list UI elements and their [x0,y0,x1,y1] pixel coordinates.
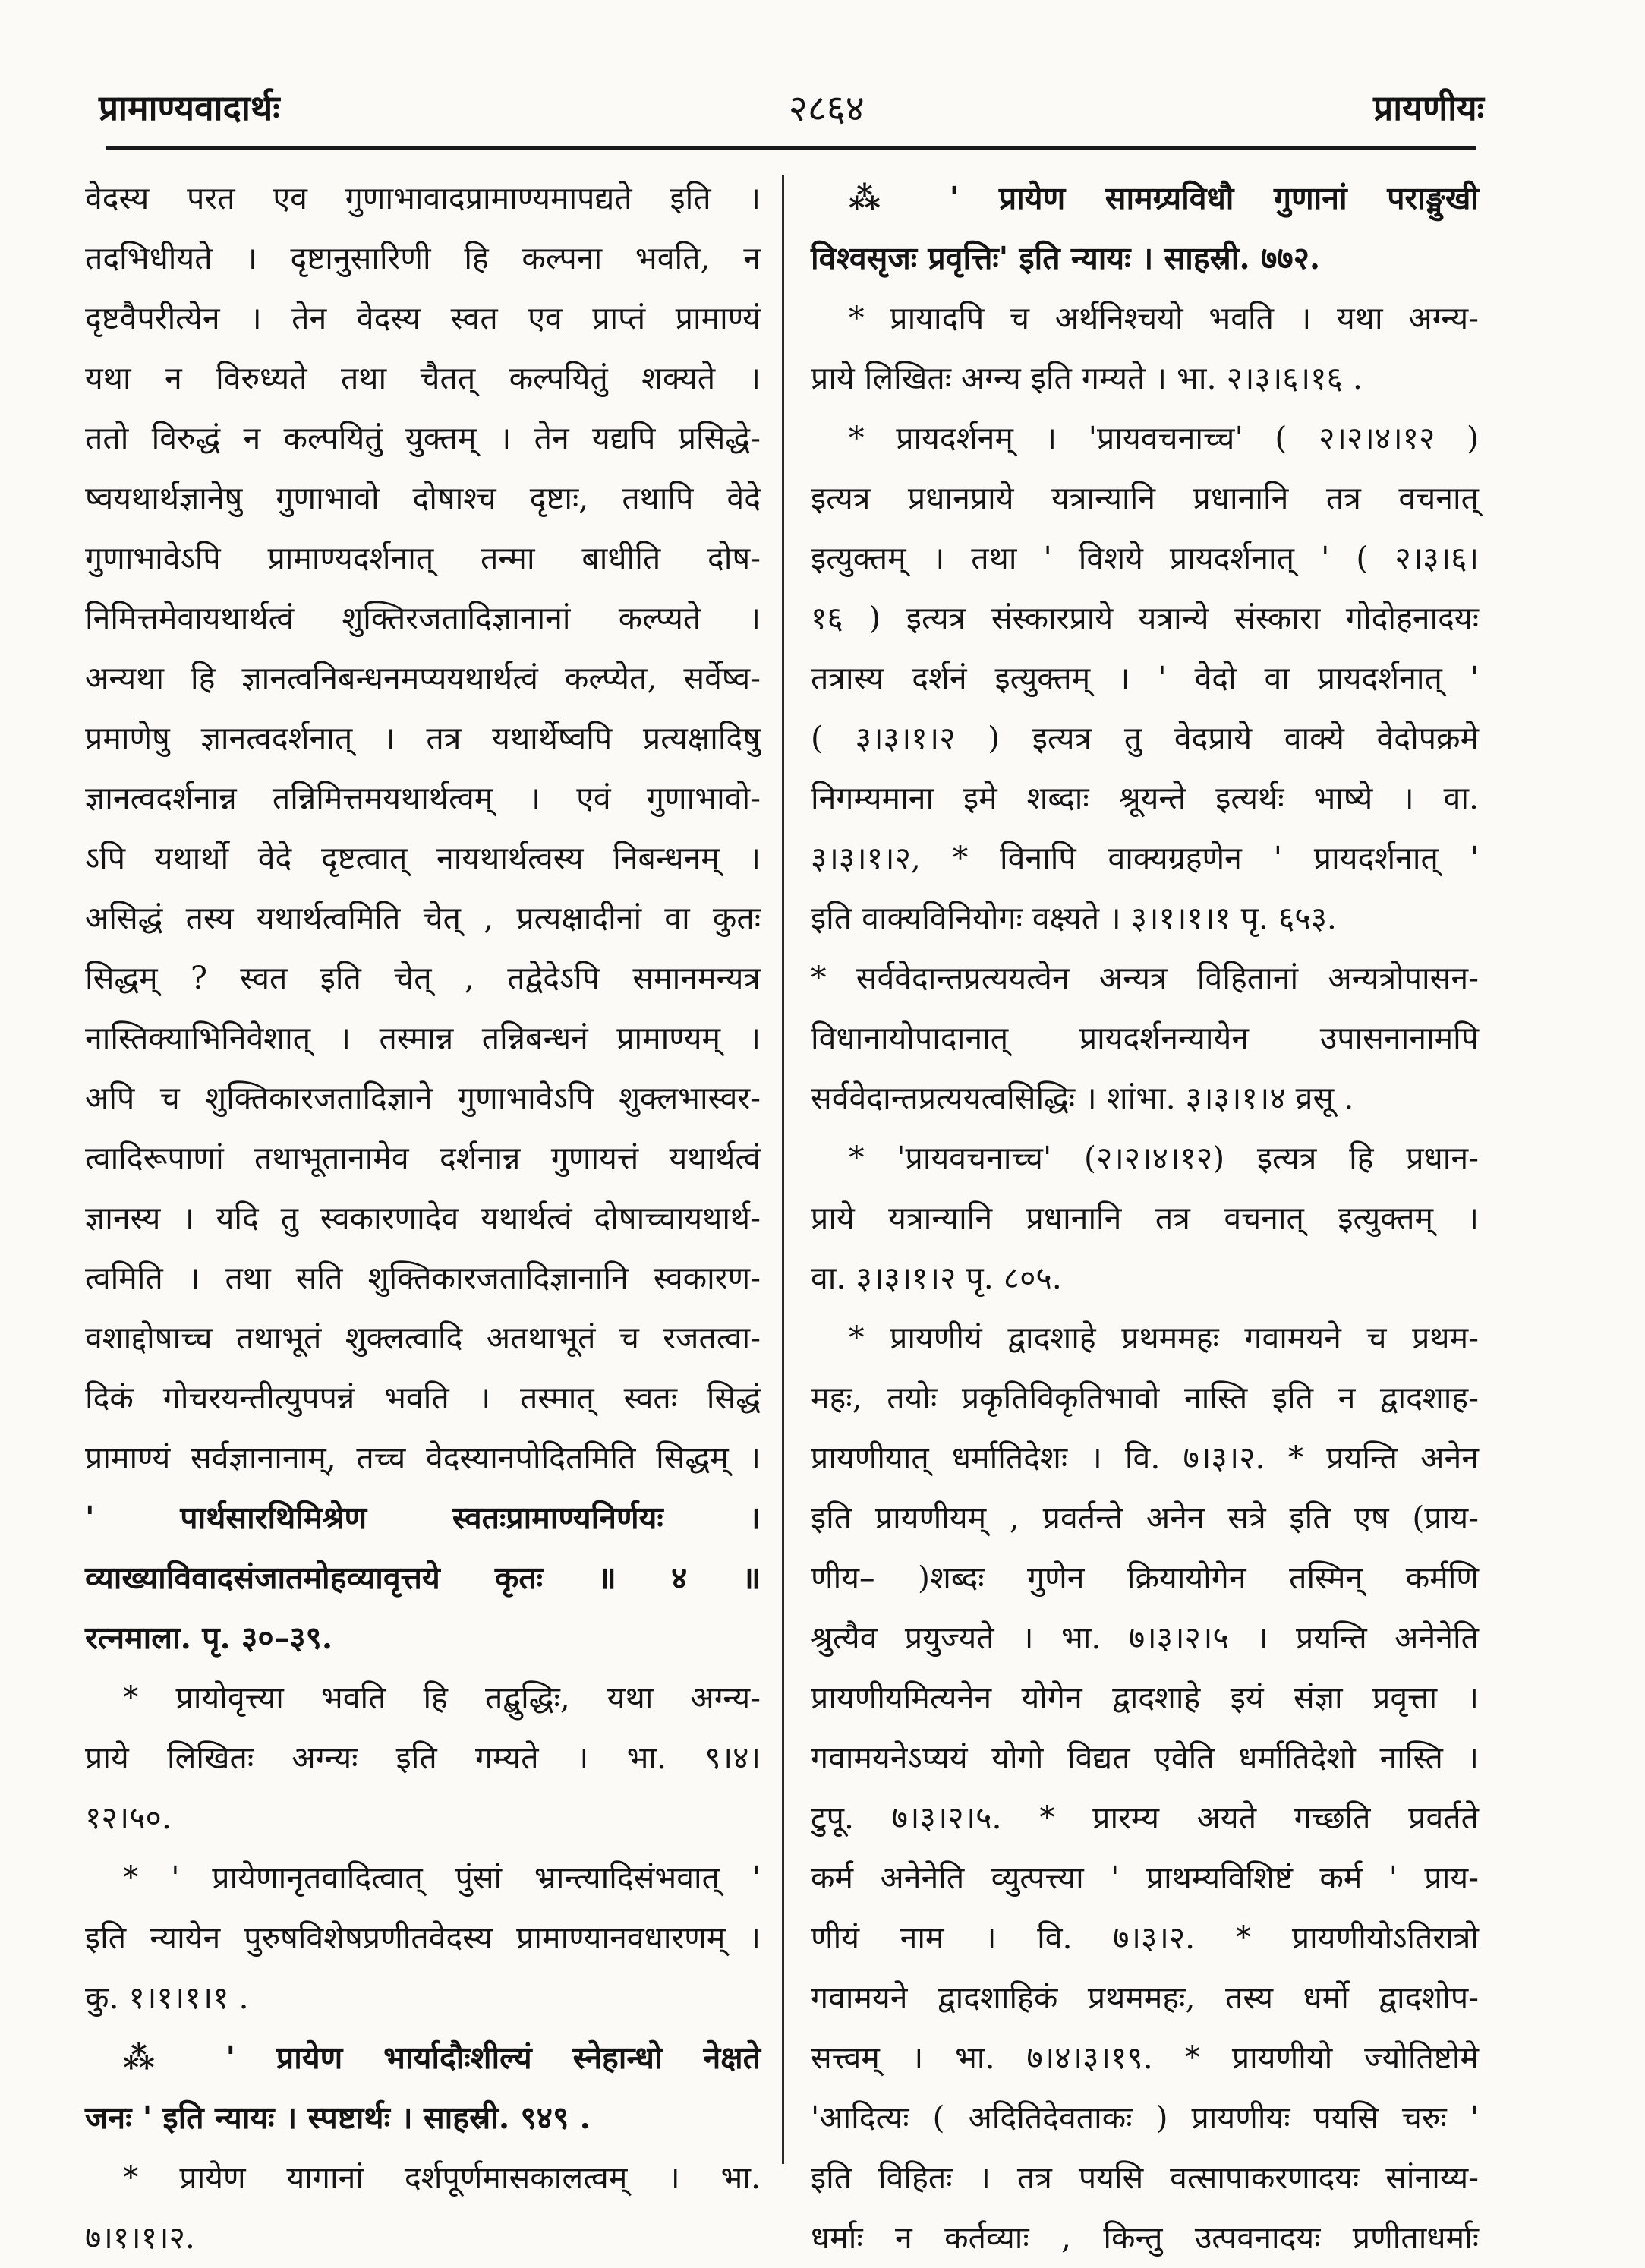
text-line: इति विहितः । तत्र पयसि वत्सापाकरणादयः सांनाय्य- [811,2159,1479,2196]
text-line: धर्माः न कर्तव्याः , किन्तु उत्पवनादयः प्रणीताधर्माः [811,2219,1479,2256]
text-line: ⁂ ' प्रायेण भार्यादौःशील्यं स्नेहान्धो नेक्षते [123,2039,761,2076]
header-right-keyword: प्रायणीयः [1373,87,1484,128]
text-line: ज्ञानस्य । यदि तु स्वकारणादेव यथार्थत्वं दोषाच्चायथार्थ- [85,1200,761,1236]
text-line: * प्रायदर्शनम् । 'प्रायवचनाच्च' ( २।२।४।१२ ) [849,420,1479,456]
text-line: रत्नमाला. पृ. ३०–३९. [85,1620,333,1656]
text-line: नास्तिक्याभिनिवेशात् । तस्मान्न तन्निबन्धनं प्रामाण्यम् । [85,1020,761,1056]
text-line: अन्यथा हि ज्ञानत्वनिबन्धनमप्ययथार्थत्वं कल्प्येत, सर्वेष्व- [85,660,761,696]
text-line: त्वमिति । तथा सति शुक्तिकारजतादिज्ञानानि स्वकारण- [85,1260,761,1296]
text-line: गवामयने द्वादशाहिकं प्रथममहः, तस्य धर्मो द्वादशोप- [811,1979,1479,2016]
text-line: 'आदित्यः ( अदितिदेवताकः ) प्रायणीयः पयसि चरुः ' [811,2099,1479,2136]
text-line: कर्म अनेनेति व्युत्पत्त्या ' प्राथम्यविशिष्टं कर्म ' प्राय- [811,1860,1479,1896]
text-line: यथा न विरुध्यते तथा चैतत् कल्पयितुं शक्यते । [85,360,761,396]
text-line: ( ३।३।१।२ ) इत्यत्र तु वेदप्राये वाक्ये वेदोपक्रमे [811,720,1479,756]
text-line: १६ ) इत्यत्र संस्कारप्राये यत्रान्ये संस्कारा गोदोहनादयः [811,600,1479,636]
text-line: ज्ञानत्वदर्शनान्न तन्निमित्तमयथार्थत्वम् । एवं गुणाभावो- [85,780,761,816]
text-line: इति न्यायेन पुरुषविशेषप्रणीतवेदस्य प्रामाण्यानवधारणम् । [85,1919,761,1956]
text-line: प्रमाणेषु ज्ञानत्वदर्शनात् । तत्र यथार्थेष्वपि प्रत्यक्षादिषु [85,720,761,756]
text-line: ऽपि यथार्थो वेदे दृष्टत्वात् नायथार्थत्वस्य निबन्धनम् । [85,840,761,876]
text-line: सर्ववेदान्तप्रत्ययत्वसिद्धिः । शांभा. ३।३।१।४ व्रसू . [811,1080,1354,1116]
text-line: णीयं नाम । वि. ७।३।२. * प्रायणीयोऽतिरात्रो [811,1919,1479,1956]
text-line: निगम्यमाना इमे शब्दाः श्रूयन्ते इत्यर्थः भाष्ये । वा. [811,780,1479,816]
text-line: प्रायणीयात् धर्मातिदेशः । वि. ७।३।२. * प्रयन्ति अनेन [811,1440,1479,1476]
left-column [85,169,761,2256]
text-line: विधानायोपादानात् प्रायदर्शनन्यायेन उपासनानामपि [811,1020,1479,1056]
header-left-keyword: प्रामाण्यवादार्थः [99,87,280,128]
text-line: दिकं गोचरयन्तीत्युपपन्नं भवति । तस्मात् स्वतः सिद्धं [85,1380,761,1416]
text-line: इत्यत्र प्रधानप्राये यत्रान्यानि प्रधानानि तत्र वचनात् [811,480,1479,516]
text-line: इति प्रायणीयम् , प्रवर्तन्ते अनेन सत्रे इति एष (प्राय- [811,1500,1479,1536]
text-line: गवामयनेऽप्ययं योगो विद्यत एवेति धर्मातिदेशो नास्ति । [811,1740,1479,1776]
text-line: इति वाक्यविनियोगः वक्ष्यते । ३।१।१।१ पृ. ६५३. [811,900,1337,936]
text-line: वा. ३।३।१।२ पृ. ८०५. [811,1260,1062,1296]
text-line: णीय– )शब्दः गुणेन क्रियायोगेन तस्मिन् कर्मणि [811,1560,1479,1596]
right-column [811,169,1479,2256]
page-header [99,73,1484,141]
text-line: तदभिधीयते । दृष्टानुसारिणी हि कल्पना भवति, न [85,240,761,276]
text-line: * सर्ववेदान्तप्रत्ययत्वेन अन्यत्र विहितानां अन्यत्रोपासन- [811,960,1479,996]
text-line: असिद्धं तस्य यथार्थत्वमिति चेत् , प्रत्यक्षादीनां वा कुतः [85,900,761,936]
text-line: दृष्टवैपरीत्येन । तेन वेदस्य स्वत एव प्राप्तं प्रामाण्यं [85,300,761,336]
text-line: इत्युक्तम् । तथा ' विशये प्रायदर्शनात् ' ( २।३।६। [811,540,1479,576]
column-divider [782,175,784,2164]
text-line: ७।१।१।२. [85,2219,195,2256]
text-line: जनः ' इति न्यायः । स्पष्टार्थः । साहस्री. ९४९ . [85,2099,591,2136]
text-line: निमित्तमेवायथार्थत्वं शुक्तिरजतादिज्ञानानां कल्प्यते । [85,600,761,636]
text-line: श्रुत्यैव प्रयुज्यते । भा. ७।३।२।५ । प्रयन्ति अनेनेति [811,1620,1479,1656]
text-line: प्रामाण्यं सर्वज्ञानानाम्, तच्च वेदस्यानपोदितमिति सिद्धम् । [85,1440,761,1476]
text-line: प्राये लिखितः अग्न्यः इति गम्यते । भा. ९।४। [85,1740,761,1776]
text-line: १२।५०. [85,1800,172,1836]
text-line: ३।३।१।२, * विनापि वाक्यग्रहणेन ' प्रायदर्शनात् ' [811,840,1479,876]
text-line: * ' प्रायेणानृतवादित्वात् पुंसां भ्रान्त्यादिसंभवात् ' [123,1860,761,1896]
text-line: व्याख्याविवादसंजातमोहव्यावृत्तये कृतः ॥ ४ ॥ [85,1560,761,1596]
text-line: गुणाभावेऽपि प्रामाण्यदर्शनात् तन्मा बाधीति दोष- [85,540,761,576]
text-line: * 'प्रायवचनाच्च' (२।२।४।१२) इत्यत्र हि प्रधान- [849,1140,1479,1176]
text-line: प्राये लिखितः अग्न्य इति गम्यते । भा. २।३।६।१६ . [811,360,1363,396]
text-line: ततो विरुद्धं न कल्पयितुं युक्तम् । तेन यद्यपि प्रसिद्धे- [85,420,761,456]
text-line: प्राये यत्रान्यानि प्रधानानि तत्र वचनात् इत्युक्तम् । [811,1200,1479,1236]
text-line: अपि च शुक्तिकारजतादिज्ञाने गुणाभावेऽपि शुक्लभास्वर- [85,1080,761,1116]
text-line: कु. १।१।१।१ . [85,1979,249,2016]
text-line: * प्रायोवृत्त्या भवति हि तद्बुद्धिः, यथा अग्न्य- [123,1680,761,1716]
text-line: * प्रायणीयं द्वादशाहे प्रथममहः गवामयने च प्रथम- [849,1320,1479,1356]
text-line: प्रायणीयमित्यनेन योगेन द्वादशाहे इयं संज्ञा प्रवृत्ता । [811,1680,1479,1716]
text-line: ' पार्थसारथिमिश्रेण स्वतःप्रामाण्यनिर्णयः । [85,1500,761,1536]
text-line: सत्त्वम् । भा. ७।४।३।१९. * प्रायणीयो ज्योतिष्टोमे [811,2039,1479,2076]
text-line: सिद्धम् ? स्वत इति चेत् , तद्वेदेऽपि समानमन्यत्र [85,960,761,996]
text-line: महः, तयोः प्रकृतिविकृतिभावो नास्ति इति न द्वादशाह- [811,1380,1479,1416]
text-line: वशाद्दोषाच्च तथाभूतं शुक्लत्वादि अतथाभूतं च रजतत्वा- [85,1320,761,1356]
text-line: त्वादिरूपाणां तथाभूतानामेव दर्शनान्न गुणायत्तं यथार्थत्वं [85,1140,761,1176]
text-line: * प्रायेण यागानां दर्शपूर्णमासकालत्वम् । भा. [123,2159,761,2196]
page-number: २८६४ [788,87,865,130]
text-line: वेदस्य परत एव गुणाभावादप्रामाण्यमापद्यते इति । [85,180,761,216]
text-line: * प्रायादपि च अर्थनिश्चयो भवति । यथा अग्न्य- [849,300,1479,336]
header-rule [106,146,1476,150]
text-line: विश्वसृजः प्रवृत्तिः' इति न्यायः । साहस्री. ७७२. [811,240,1321,276]
text-line: ⁂ ' प्रायेण सामग्र्यविधौ गुणानां पराङ्मुखी [849,180,1479,216]
text-line: तत्रास्य दर्शनं इत्युक्तम् । ' वेदो वा प्रायदर्शनात् ' [811,660,1479,696]
text-line: टुपू. ७।३।२।५. * प्रारम्य अयते गच्छति प्रवर्तते [811,1800,1479,1836]
text-line: ष्वयथार्थज्ञानेषु गुणाभावो दोषाश्च दृष्टाः, तथापि वेदे [85,480,761,516]
